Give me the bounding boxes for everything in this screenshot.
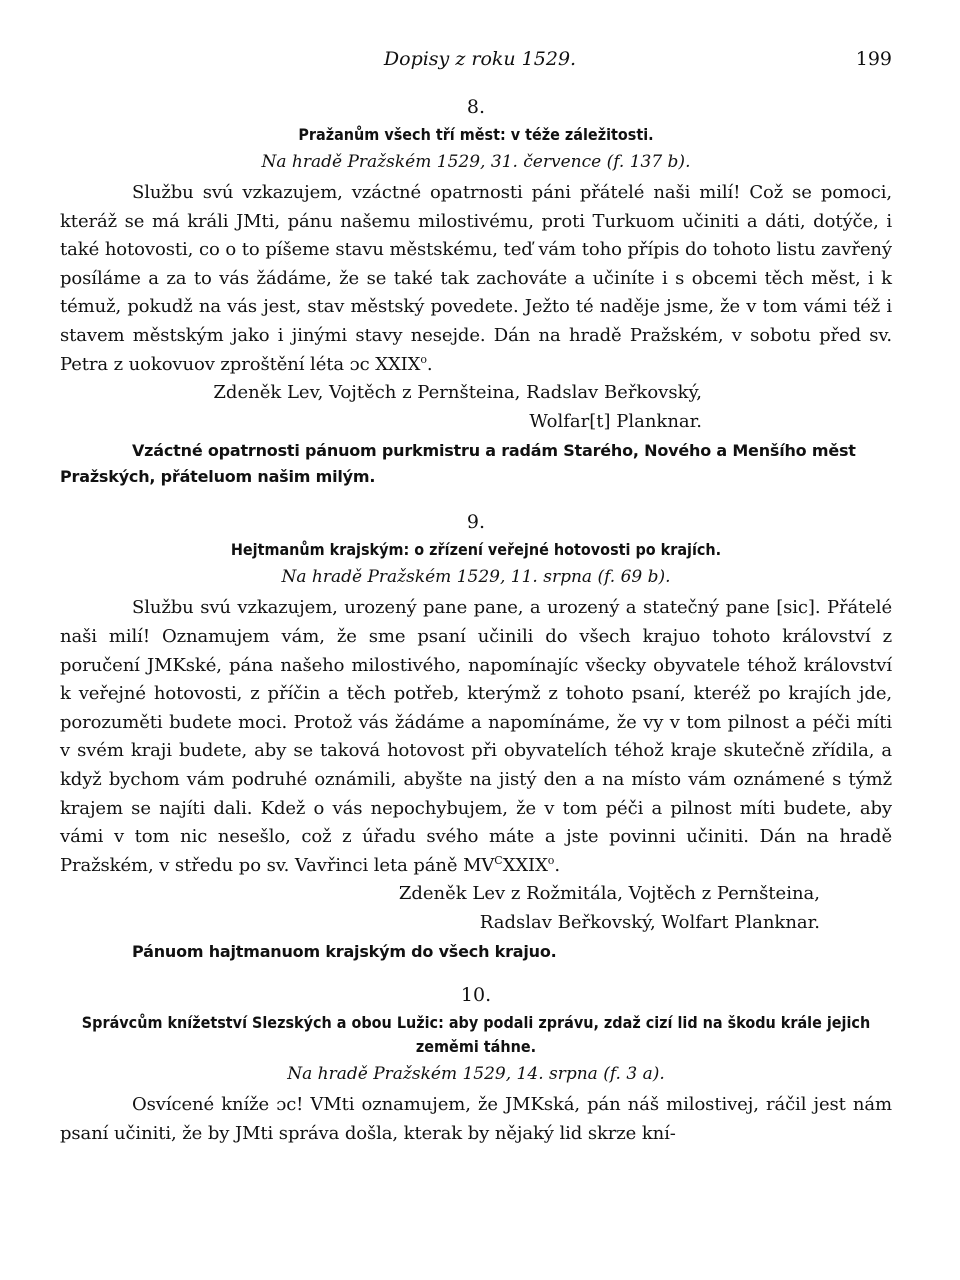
letter-body-end: .: [426, 353, 433, 375]
section-date: Na hradě Pražském 1529, 31. července (f. 137 b).: [261, 152, 691, 172]
letter-body-year: XXIX: [502, 854, 548, 876]
letter-body-text: Službu svú vzkazujem, vzáctné opatrnosti páni přátelé naši milí! Což se pomoci, kteráž se má králi JMti, pánu našemu milostivému, proti Turkuom učiniti a dáti, dotýče, i také hotovosti, co o to píšeme stavu městskému, teď vám toho přípis do tohoto listu zavřený posíláme a za to vás žádáme, že se také tak zachováte a učiníte i s obcemi těch měst, i k témuž, pokudž na vás jest, stav městský povedete. Ježto té naděje jsme, že v tom vámi též i stavem městským jako i jinými stavy nesejde. Dán na hradě Pražském, v sobotu před sv. Petra z uokovuov zproštění léta ɔc XXIX: [60, 182, 892, 375]
section-number: 10.: [460, 984, 492, 1007]
section-gap: [60, 965, 892, 983]
signature-line: Zdeněk Lev, Vojtěch z Pernšteina, Radslav Beřkovský,: [213, 382, 702, 404]
letter-body-end: .: [554, 854, 560, 876]
superscript: o: [547, 853, 555, 867]
signature-line: Wolfar[t] Planknar.: [529, 410, 702, 432]
signature-line: Zdeněk Lev z Rožmitála, Vojtěch z Pernšteina,: [398, 883, 820, 905]
page-number: 199: [855, 48, 892, 70]
section-title: Hejtmanům krajským: o zřízení veřejné hotovosti po krajích.: [230, 540, 722, 560]
letter-body: [60, 179, 892, 379]
signature-line: Radslav Beřkovský, Wolfart Planknar.: [479, 911, 820, 933]
letter-section-8: [60, 95, 892, 490]
letter-address: Vzáctné opatrnosti pánuom purkmistru a radám Starého, Nového a Menšího měst Pražských, přáteluom našim milým.: [60, 441, 856, 487]
section-date: Na hradě Pražském 1529, 11. srpna (f. 69 b).: [281, 567, 671, 588]
superscript: o: [420, 352, 427, 366]
letter-address: Pánuom hajtmanuom krajským do všech krajuo.: [132, 942, 557, 962]
running-title: Dopisy z roku 1529.: [383, 48, 577, 70]
page-content: [60, 95, 892, 1149]
section-title: Pražanům všech tří měst: v téže záležitosti.: [298, 125, 654, 144]
letter-section-9: [60, 510, 892, 965]
superscript: C: [494, 853, 503, 867]
section-gap: [60, 490, 892, 510]
letter-section-10: [60, 983, 892, 1148]
running-header: [0, 48, 960, 72]
letter-body: Osvícené kníže ɔc! VMti oznamujem, že JMKská, pán náš milostivej, ráčil jest nám psaní učiniti, že by JMti správa došla, kterak by nějaký lid skrze kní-: [60, 1094, 892, 1145]
section-number: 8.: [466, 96, 486, 118]
letter-body: [60, 594, 892, 880]
section-title: Správcům knížetství Slezských a obou Lužic: aby podali zprávu, zdaž cizí lid na škodu krále jejich zeměmi táhne.: [81, 1013, 871, 1057]
section-date: Na hradě Pražském 1529, 14. srpna (f. 3 a).: [287, 1064, 665, 1085]
letter-body-text: Službu svú vzkazujem, urozený pane pane, a urozený a statečný pane [sic]. Přátelé naši milí! Oznamujem vám, že sme psaní učinili do všech krajuo tohoto království z poručení JMKské, pána našeho milostivého, napomínajíc všecky obyvatele téhož království k veřejné hotovosti, z příčin a těch potřeb, kterýmž z tohoto psaní, kteréž po krajích jde, porozuměti budete moci. Protož vás žádáme a napomínáme, že vy v tom pilnost a péči míti v svém kraji budete, aby se taková hotovost při obyvatelích téhož kraje skutečně zřídila, a když bychom vám podruhé oznámili, abyšte na jistý den a na místo vám oznámené s týmž krajem se najíti dali. Kdež o vás nepochybujem, že v tom péči a pilnost míti budete, aby vámi v tom nic nesešlo, což z úřadu svého máte a jste povinni učiniti. Dán na hradě Pražském, v středu po sv. Vavřinci leta páně MV: [60, 597, 892, 876]
section-number: 9.: [466, 511, 486, 534]
